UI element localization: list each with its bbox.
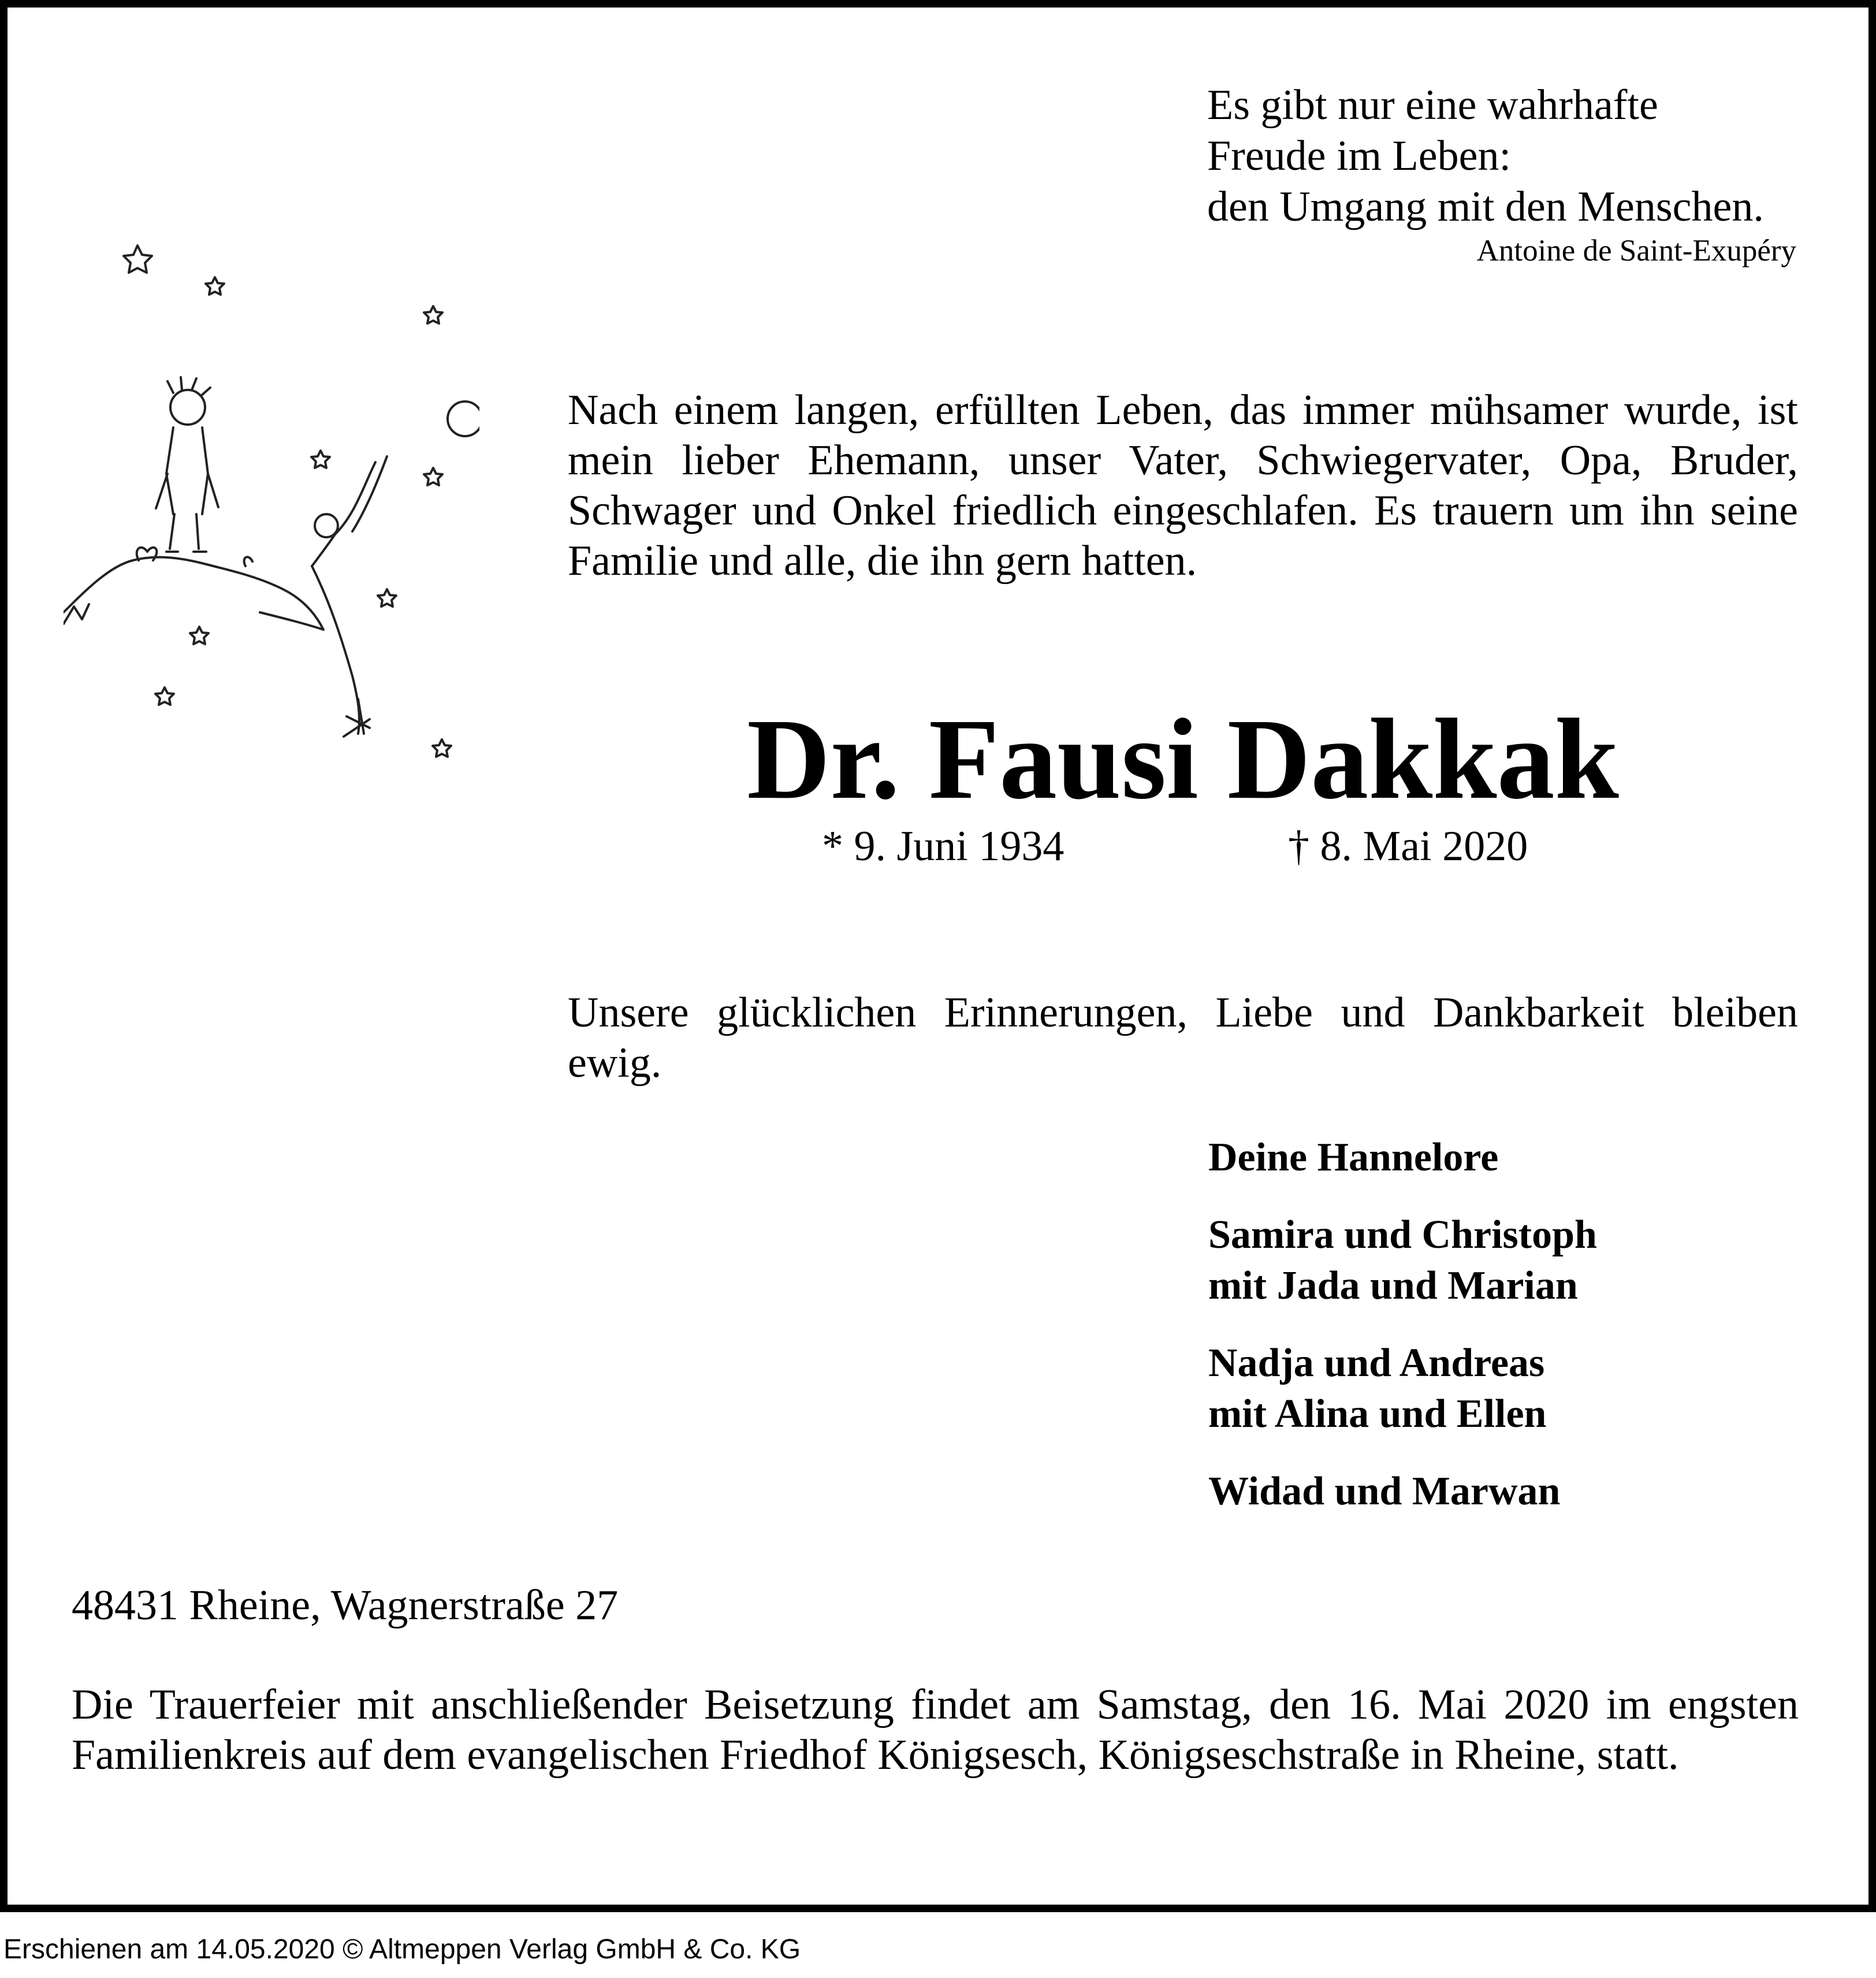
star-icon — [424, 468, 442, 485]
quote-line: Es gibt nur eine wahrhafte — [1207, 81, 1658, 129]
star-icon — [424, 306, 442, 324]
mourner-group — [1208, 1132, 1797, 1183]
intro-text: Nach einem langen, erfüllten Leben, das immer mühsamer wurde, ist mein lieber Ehemann, unser Vater, Schwiegervater, Opa, Bruder, Schwager und Onkel friedlich eingeschlafen. Es trauern um ihn seine Familie und alle, die ihn gern hatten. — [568, 386, 1798, 585]
mourner-line: Widad und Marwan — [1208, 1469, 1561, 1514]
mourner-group — [1208, 1210, 1797, 1311]
mourner-line: Nadja und Andreas — [1208, 1341, 1545, 1385]
star-icon — [206, 277, 224, 295]
prince-figure-icon — [156, 377, 218, 552]
mourner-group — [1208, 1338, 1797, 1440]
birth-date: * 9. Juni 1934 — [822, 823, 1064, 870]
epigraph-quote — [1207, 80, 1796, 232]
star-icon — [433, 739, 451, 757]
mourner-group — [1208, 1466, 1797, 1517]
death-date: † 8. Mai 2020 — [1288, 823, 1528, 870]
star-icon — [311, 451, 330, 468]
publication-footer: Erschienen am 14.05.2020 © Altmeppen Verlag GmbH & Co. KG — [3, 1934, 801, 1965]
planet-surface-icon — [64, 557, 323, 630]
quote-author: Antoine de Saint-Exupéry — [1476, 234, 1796, 267]
mourners-list — [1208, 1132, 1797, 1544]
quote-line: Freude im Leben: — [1207, 132, 1512, 180]
mourner-line: mit Alina und Ellen — [1208, 1392, 1547, 1436]
quote-line: den Umgang mit den Menschen. — [1207, 183, 1764, 230]
star-icon — [378, 589, 396, 607]
mourner-line: Samira und Christoph — [1208, 1213, 1597, 1257]
star-icon — [155, 687, 174, 705]
ceremony-text: Die Trauerfeier mit anschließender Beisetzung findet am Samstag, den 16. Mai 2020 im engsten Familienkreis auf dem evangelischen Friedhof Königsesch, Königseschstraße in Rheine, statt. — [72, 1681, 1799, 1779]
star-icon — [124, 246, 152, 273]
mourner-line: mit Jada und Marian — [1208, 1263, 1578, 1308]
planet-icon — [448, 401, 479, 436]
mourner-line: Deine Hannelore — [1208, 1135, 1499, 1180]
memory-text: Unsere glücklichen Erinnerungen, Liebe und Dankbarkeit bleiben ewig. — [568, 989, 1798, 1087]
family-address: 48431 Rheine, Wagnerstraße 27 — [72, 1582, 619, 1629]
little-prince-illustration — [64, 220, 479, 786]
star-icon — [190, 627, 209, 644]
flower-icon — [344, 699, 370, 737]
deceased-name: Dr. Fausi Dakkak — [747, 696, 1619, 823]
